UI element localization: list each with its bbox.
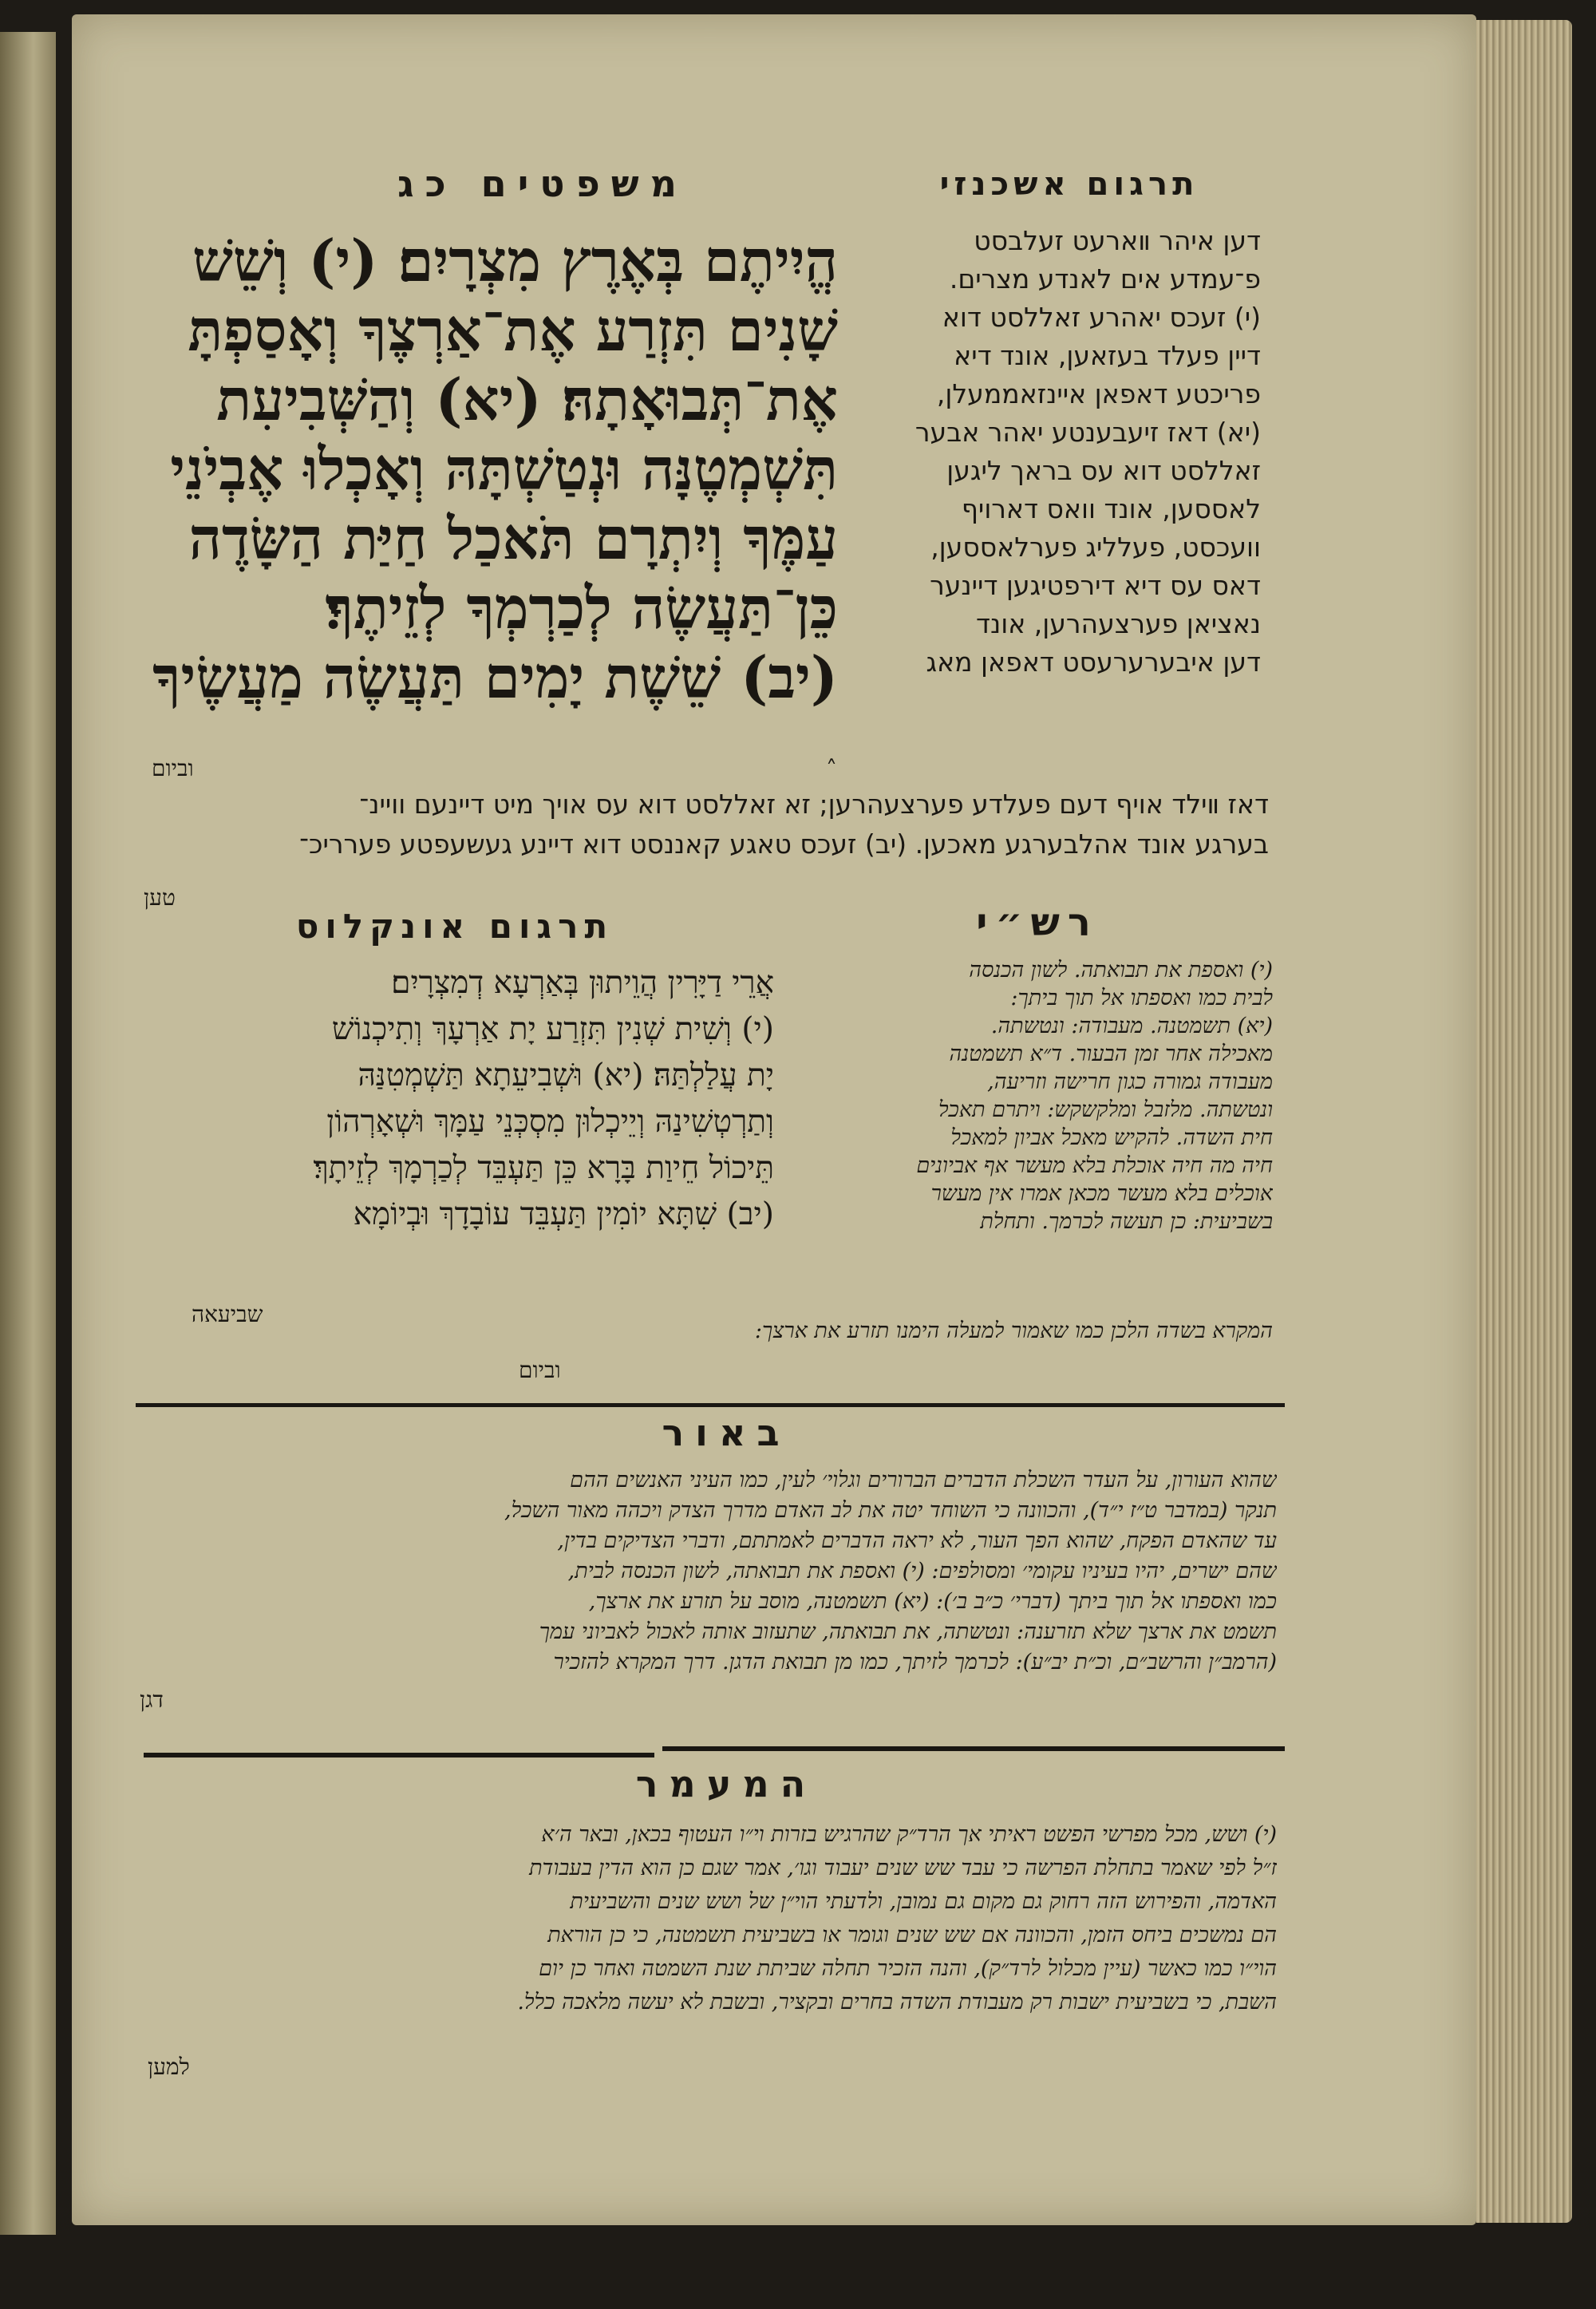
hameamer-catchword: למען (148, 2054, 190, 2080)
torah-line: שָׁנִים תִּזְרַע אֶת־אַרְצֶךָ וְאָסַפְתָּ (188, 296, 838, 364)
hameamer-line: האדמה, והפירוש הזה רחוק גם מקום גם נמובן, ולדעתי הוי״ן של ושש שנים והשביעית (570, 1889, 1277, 1914)
onkelos-column (136, 960, 774, 1238)
onkelos-catchword: שביעאה (192, 1301, 263, 1327)
translation-line: דען איבערערעסט דאפאן מאג (926, 646, 1261, 678)
rashi-catchword: וביום (519, 1357, 561, 1383)
biur-line: (הרמב״ן והרשב״ם, וכ״ת יב״ע): לכרמך לזיתך, כמו מן תבואת הדגן. דרך המקרא להזכיר (553, 1650, 1277, 1674)
book-page (72, 14, 1476, 2225)
rashi-line: (יא) תשמטנה. מעבודה: ונטשתה. (990, 1014, 1273, 1038)
onkelos-line: אֲרֵי דַיָּרִין הֲוֵיתוּן בְּאַרְעָא דְמִצְרָיִם׃ (391, 965, 774, 1001)
biur-line: שהם ישרים, יהיו בעיניו עקומי׳ ומסולפים: (י) ואספת את תבואתה, לשון הכנסה לבית, (567, 1559, 1277, 1583)
rashi-column (794, 956, 1273, 1236)
biur-line: שהוא העורון, על העדר השכלת הדברים הברורים וגלוי׳ לעין, כמו העיני האנשים ההם (570, 1468, 1277, 1493)
rashi-line: המקרא בשדה הלכן כמו שאמור למעלה הימנו תזרע את ארצך: (754, 1319, 1273, 1343)
hameamer-line: הוי״ו כמו כאשר (עיין מכלול לרד״ק), והנה הזכיר תחלה שביתת שנת השמטה ואחר כן יום (539, 1956, 1277, 1981)
onkelos-line: (יב) שִׁתָּא יוֹמִין תַּעְבֵּד עוֹבָדָךְ וּבְיוֹמָא (353, 1196, 774, 1232)
onkelos-line: (י) וְשִׁית שְׁנִין תִּזְרַע יָת אַרְעָךְ וְתִיכְנוֹשׁ (331, 1011, 774, 1047)
section-divider (136, 1403, 1285, 1407)
torah-line: כֵּן־תַּעֲשֶׂה לְכַרְמְךָ לְזֵיתֶךָ׃ (325, 574, 838, 642)
translation-line: פריכטע דאפאן איינזאממעלן, (936, 378, 1261, 409)
translation-line: (יא) דאז זיעבענטע יאהר אבער (915, 417, 1261, 448)
torah-line: תִּשְׁמְטֶנָּה וּנְטַשְׁתָּהּ וְאָכְלוּ אֶבְיֹנֵי (170, 435, 838, 503)
biur-catchword: דגן (140, 1686, 164, 1713)
torah-catchword: וביום (152, 755, 194, 781)
section-divider (144, 1753, 654, 1757)
translation-continuation (128, 785, 1269, 864)
hameamer-line: הם נמשכים ביחס הזמן, והכוונה אם שש שנים וגומר או בשביעית תשמטנה, כי כן הוראת (547, 1923, 1277, 1947)
translation-line: נאציאן פערצעהרען, אונד (976, 608, 1261, 639)
translation-line: דאז װילד אויף דעם פעלדע פערצעהרען; זא זאללסט דוא עס אויך מיט דיינעם וויינ־ (359, 789, 1269, 820)
page-stack-edge (1476, 20, 1572, 2223)
rashi-line: מעבודה גמורה כגון חרישה וזריעה, (987, 1069, 1273, 1094)
ashkenazi-translation-column (854, 222, 1261, 682)
hameamer-title: המעמר (635, 1762, 817, 1805)
hameamer-line: השבת, כי בשביעית ישבות רק מעבודת השדה בחרים ובקציר, ובשבת לא יעשה מלאכה כלל. (517, 1990, 1277, 2014)
translation-line: פ־עמדע אים לאנדע מצרים. (949, 263, 1261, 295)
hameamer-line: (י) ושש, מכל מפרשי הפשט ראיתי אך הרד״ק שהרגיש בזרות וי״ו העטוף בכאן, ובאר ה׳א (541, 1822, 1277, 1847)
onkelos-line: וְתַרְטְשִׁינַהּ וְיֵיכְלוּן מִסְכְּנֵי עַמָּךְ וּשְׁאָרְהוֹן (326, 1104, 774, 1140)
biur-block (128, 1465, 1277, 1678)
biur-title: באור (662, 1411, 791, 1454)
torah-line: אֶת־תְּבוּאָתָהּ׃ (יא) וְהַשְּׁבִיעִת (216, 366, 838, 433)
rashi-line: חיה מה חיה אוכלת בלא מעשר אף אביונים (916, 1153, 1273, 1178)
section-divider (662, 1746, 1285, 1751)
translation-line: בערגע אונד אהלבערגע מאכען. (יב) זעכס טאגע קאננסט דוא דיינע געשעפטע פערריכ־ (299, 828, 1269, 860)
onkelos-title: תרגום אונקלוס (295, 907, 614, 946)
previous-page-edge (0, 32, 56, 2235)
torah-line: (יב) שֵׁשֶׁת יָמִים תַּעֲשֶׂה מַעֲשֶׂיךָ (152, 643, 838, 711)
onkelos-line: יָת עֲלַלְתַּהּ׃ (יא) וּשְׁבִיעֵתָא תַּשְׁמְטִנַּהּ (358, 1058, 774, 1093)
rashi-line: אוכלים בלא מעשר מכאן אמרו אין מעשר (930, 1181, 1273, 1206)
translation-line: דיין פעלד בעזאען, אונד דיא (954, 340, 1261, 371)
translation-line: (י) זעכס יאהרע זאללסט דוא (942, 302, 1261, 333)
biur-line: כמו ואספתו אל תוך ביתך (דברי׳ כ״ב ב׳): (יא) תשמטנה, מוסב על תזרע את ארצך, (588, 1589, 1277, 1614)
onkelos-line: תֵּיכוֹל חֵיוַת בָּרָא כֵּן תַּעְבֵּד לְכַרְמָךְ לְזֵיתָךְ׃ (313, 1150, 774, 1186)
translation-catchword: טען (144, 884, 176, 911)
rashi-line: מאכילה אחר זמן הבעור. ד״א תשמטנה (949, 1042, 1273, 1066)
translation-line: וועכסט, פעלליג פערלאססען, (930, 532, 1261, 563)
rashi-line: (י) ואספת את תבואתה. לשון הכנסה (969, 958, 1273, 983)
biur-line: עד שהאדם הפקח, שהוא הפך העור, לא יראה הדברים לאמתתם, ודברי הצדיקים בדין, (557, 1528, 1277, 1553)
biur-line: תשמט את ארצך שלא תזרענה: ונטשתה, את תבואתה, שתעזוב אותה לאכול לאביוני עמך (539, 1619, 1277, 1644)
rashi-line: ונטשתה. מלזבל ומלקשקש: ויתרם תאכל (938, 1097, 1273, 1122)
parasha-header: משפטים כג (397, 162, 688, 205)
rashi-line: חית השדה. להקיש מאכל אביון למאכל (950, 1125, 1273, 1150)
biur-line: תנקר (במדבר ט״ז י״ד), והכוונה כי השוחד יטה את לב האדם מדרך הצדק ויכהה מאור השכל, (504, 1498, 1277, 1523)
marker-glyph: ˰ (826, 737, 837, 763)
translation-line: זאללסט דוא עס בראך ליגען (946, 455, 1261, 486)
torah-text-block (136, 226, 838, 712)
translation-line: דאס עס דיא דירפטיגען דיינער (930, 570, 1261, 601)
hameamer-line: ז״ל לפי שאמר בתחלת הפרשה כי עבד שש שנים יעבוד וגו׳, אמר שגם כן הוא הדין בעבודת (529, 1856, 1277, 1880)
rashi-line: בשביעית: כן תעשה לכרמך. ותחלת (980, 1209, 1273, 1234)
rashi-line: לבית כמו ואספתו אל תוך ביתך: (1010, 986, 1273, 1010)
torah-line: עַמֶּךָ וְיִתְרָם תֹּאכַל חַיַּת הַשָּׂדֶה (188, 504, 838, 572)
translation-line: דען איהר װארעט זעלבסט (974, 225, 1261, 256)
translation-line: לאססען, אונד וואס דארויף (961, 493, 1261, 524)
torah-line: הֱיִיתֶם בְּאֶרֶץ מִצְרָיִם׃ (י) וְשֵׁשׁ (192, 227, 838, 295)
rashi-title: רש״י (976, 900, 1099, 945)
hameamer-block (128, 1818, 1277, 2019)
translation-column-title: תרגום אשכנזי (939, 166, 1199, 203)
